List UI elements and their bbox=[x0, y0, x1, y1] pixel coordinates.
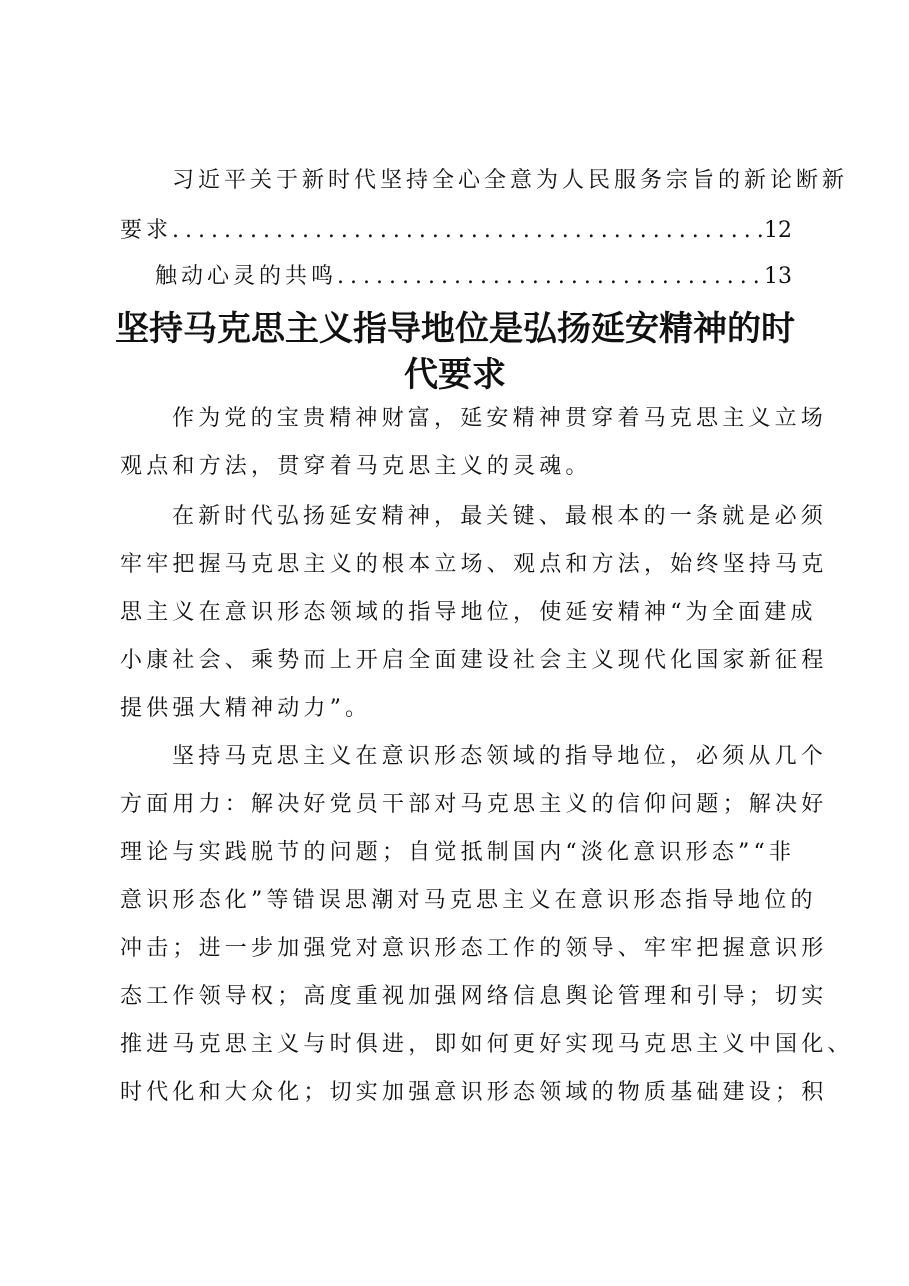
toc-leader-dots bbox=[172, 216, 764, 246]
paragraph-line: 方面用力：解决好党员干部对马克思主义的信仰问题；解决好 bbox=[120, 792, 828, 817]
paragraph-line: 小康社会、乘势而上开启全面建设社会主义现代化国家新征程 bbox=[120, 648, 828, 673]
toc-entry[interactable] bbox=[120, 216, 792, 246]
article-title-line: 坚持马克思主义指导地位是弘扬延安精神的时 bbox=[115, 309, 795, 349]
paragraph-line: 时代化和大众化；切实加强意识形态领域的物质基础建设；积 bbox=[120, 1080, 828, 1105]
paragraph-line: 推进马克思主义与时俱进，即如何更好实现马克思主义中国化、 bbox=[120, 1032, 854, 1057]
paragraph-line: 观点和方法，贯穿着马克思主义的灵魂。 bbox=[120, 454, 592, 479]
toc-entry[interactable] bbox=[155, 262, 792, 292]
paragraph-line: 作为党的宝贵精神财富，延安精神贯穿着马克思主义立场 bbox=[172, 406, 828, 431]
paragraph-line: 理论与实践脱节的问题；自觉抵制国内“淡化意识形态”“非 bbox=[120, 840, 796, 865]
paragraph-line: 坚持马克思主义在意识形态领域的指导地位，必须从几个 bbox=[172, 744, 828, 769]
paragraph-line: 冲击；进一步加强党对意识形态工作的领导、牢牢把握意识形 bbox=[120, 936, 828, 961]
paragraph-line: 提供强大精神动力”。 bbox=[120, 696, 372, 721]
paragraph-line: 在新时代弘扬延安精神，最关键、最根本的一条就是必须 bbox=[172, 504, 828, 529]
paragraph-line: 牢牢把握马克思主义的根本立场、观点和方法，始终坚持马克 bbox=[120, 552, 828, 577]
toc-page-number: 12 bbox=[764, 218, 792, 243]
toc-entry-line: 习近平关于新时代坚持全心全意为人民服务宗旨的新论断新 bbox=[172, 168, 849, 193]
toc-entry-label: 要求 bbox=[120, 218, 173, 243]
toc-leader-dots bbox=[337, 262, 764, 292]
paragraph-line: 意识形态化”等错误思潮对马克思主义在意识形态指导地位的 bbox=[120, 888, 817, 913]
toc-entry-label: 触动心灵的共鸣 bbox=[155, 264, 338, 289]
paragraph-line: 思主义在意识形态领域的指导地位，使延安精神“为全面建成 bbox=[120, 600, 817, 625]
paragraph-line: 态工作领导权；高度重视加强网络信息舆论管理和引导；切实 bbox=[120, 984, 828, 1009]
article-title-line: 代要求 bbox=[404, 355, 506, 395]
toc-page-number: 13 bbox=[764, 264, 792, 289]
